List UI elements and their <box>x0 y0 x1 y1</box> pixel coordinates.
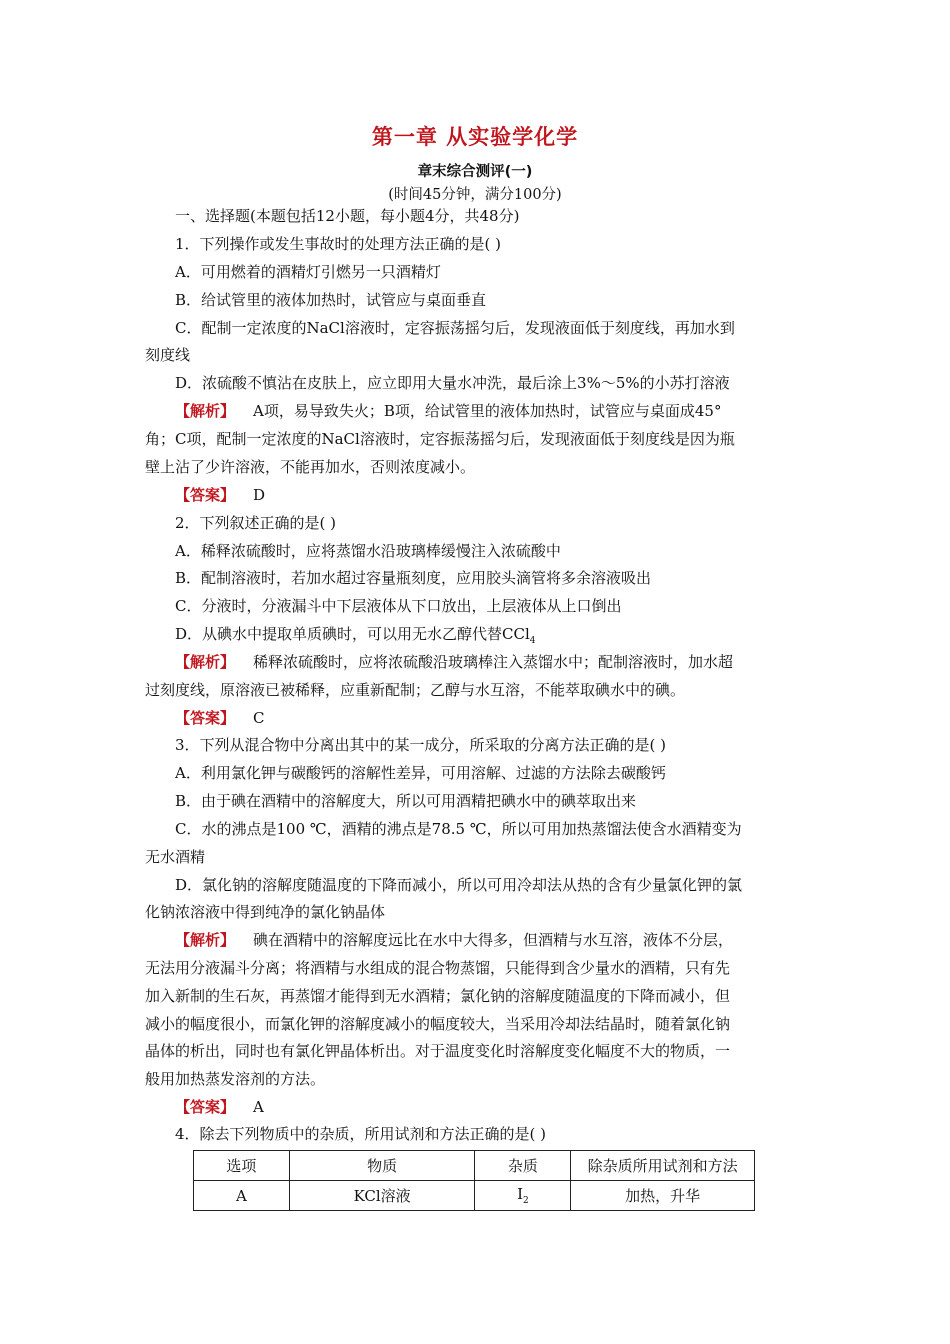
q3-answer-value: A <box>253 1098 264 1116</box>
q3-analysis-cont2: 加入新制的生石灰，再蒸馏才能得到无水酒精；氯化钠的溶解度随温度的下降而减小，但 <box>145 987 731 1005</box>
test-subtitle: 章末综合测评(一) <box>417 164 533 180</box>
q3-analysis-cont5: 般用加热蒸发溶剂的方法。 <box>145 1070 326 1088</box>
table-header-cell: 除杂质所用试剂和方法 <box>571 1151 755 1181</box>
table-cell-substance: KCl溶液 <box>289 1181 475 1211</box>
q1-analysis-cont2: 壁上沾了少许溶液，不能再加水，否则浓度减小。 <box>145 458 476 476</box>
q3-analysis-cont3: 减小的幅度很小，而氯化钾的溶解度减小的幅度较大，当采用冷却法结晶时，随着氯化钠 <box>145 1015 731 1033</box>
q3-analysis <box>175 930 733 950</box>
section-heading: 一、选择题(本题包括12小题，每小题4分，共48分) <box>175 207 520 225</box>
q1-stem: 1．下列操作或发生事故时的处理方法正确的是( ) <box>175 235 502 253</box>
q2-stem: 2．下列叙述正确的是( ) <box>175 514 337 532</box>
q2-option-d <box>175 624 536 651</box>
q2-analysis <box>175 652 733 672</box>
q3-option-b: B．由于碘在酒精中的溶解度大，所以可用酒精把碘水中的碘萃取出来 <box>175 792 637 810</box>
q4-options-table <box>193 1150 755 1211</box>
q3-option-a: A．利用氯化钾与碳酸钙的溶解性差异，可用溶解、过滤的方法除去碳酸钙 <box>175 764 666 782</box>
q2-answer <box>175 708 265 728</box>
q2-analysis-cont: 过刻度线，原溶液已被稀释，应重新配制；乙醇与水互溶，不能萃取碘水中的碘。 <box>145 681 686 699</box>
q2-answer-value: C <box>253 709 265 727</box>
q1-option-b: B．给试管里的液体加热时，试管应与桌面垂直 <box>175 291 487 309</box>
q3-option-c: C．水的沸点是100 ℃，酒精的沸点是78.5 ℃，所以可用加热蒸馏法使含水酒精变为 <box>175 820 742 838</box>
table-cell-impurity <box>475 1181 571 1211</box>
q2-option-a: A．稀释浓硫酸时，应将蒸馏水沿玻璃棒缓慢注入浓硫酸中 <box>175 542 561 560</box>
q3-stem: 3．下列从混合物中分离出其中的某一成分，所采取的分离方法正确的是( ) <box>175 736 667 754</box>
q1-option-c-cont: 刻度线 <box>145 346 191 364</box>
q3-analysis-text: 碘在酒精中的溶解度远比在水中大得多，但酒精与水互溶，液体不分层， <box>253 931 734 949</box>
table-row <box>194 1181 755 1211</box>
q3-analysis-cont: 无法用分液漏斗分离；将酒精与水组成的混合物蒸馏，只能得到含少量水的酒精，只有先 <box>145 959 731 977</box>
q1-option-d: D．浓硫酸不慎沾在皮肤上，应立即用大量水冲洗，最后涂上3%～5%的小苏打溶液 <box>175 374 730 392</box>
analysis-label: 【解析】 <box>175 931 236 949</box>
table-header-row <box>194 1151 755 1181</box>
q1-answer-value: D <box>253 486 266 504</box>
q2-analysis-text: 稀释浓硫酸时，应将浓硫酸沿玻璃棒注入蒸馏水中；配制溶液时，加水超 <box>253 653 734 671</box>
q2-option-d-text: D．从碘水中提取单质碘时，可以用无水乙醇代替CCl <box>175 625 530 643</box>
table-cell-option: A <box>194 1181 290 1211</box>
q3-option-c-cont: 无水酒精 <box>145 848 206 866</box>
q3-option-d: D．氯化钠的溶解度随温度的下降而减小，所以可用冷却法从热的含有少量氯化钾的氯 <box>175 876 743 894</box>
q1-option-a: A．可用燃着的酒精灯引燃另一只酒精灯 <box>175 263 441 281</box>
table-header-cell: 杂质 <box>475 1151 571 1181</box>
analysis-label: 【解析】 <box>175 402 236 420</box>
impurity-text: I <box>517 1185 523 1203</box>
chapter-title: 第一章 从实验学化学 <box>371 125 579 149</box>
analysis-label: 【解析】 <box>175 653 236 671</box>
q3-answer <box>175 1097 264 1117</box>
q2-option-c: C．分液时，分液漏斗中下层液体从下口放出，上层液体从上口倒出 <box>175 597 622 615</box>
answer-label: 【答案】 <box>175 486 236 504</box>
q2-option-b: B．配制溶液时，若加水超过容量瓶刻度，应用胶头滴管将多余溶液吸出 <box>175 569 652 587</box>
subscript: 2 <box>523 1196 529 1206</box>
q1-analysis <box>175 401 721 421</box>
q1-answer <box>175 485 265 505</box>
q1-option-c: C．配制一定浓度的NaCl溶液时，定容振荡摇匀后，发现液面低于刻度线，再加水到 <box>175 319 735 337</box>
table-cell-method: 加热，升华 <box>571 1181 755 1211</box>
q3-option-d-cont: 化钠浓溶液中得到纯净的氯化钠晶体 <box>145 903 386 921</box>
q4-stem: 4．除去下列物质中的杂质，所用试剂和方法正确的是( ) <box>175 1125 547 1143</box>
q1-analysis-cont: 角；C项，配制一定浓度的NaCl溶液时，定容振荡摇匀后，发现液面低于刻度线是因为瓶 <box>145 430 735 448</box>
subscript: 4 <box>529 636 536 646</box>
time-note: (时间45分钟，满分100分) <box>388 187 562 203</box>
table-header-cell: 物质 <box>289 1151 475 1181</box>
table-header-cell: 选项 <box>194 1151 290 1181</box>
q3-analysis-cont4: 晶体的析出，同时也有氯化钾晶体析出。对于温度变化时溶解度变化幅度不大的物质，一 <box>145 1042 731 1060</box>
q1-analysis-text: A项，易导致失火；B项，给试管里的液体加热时，试管应与桌面成45° <box>253 402 722 420</box>
answer-label: 【答案】 <box>175 709 236 727</box>
answer-label: 【答案】 <box>175 1098 236 1116</box>
